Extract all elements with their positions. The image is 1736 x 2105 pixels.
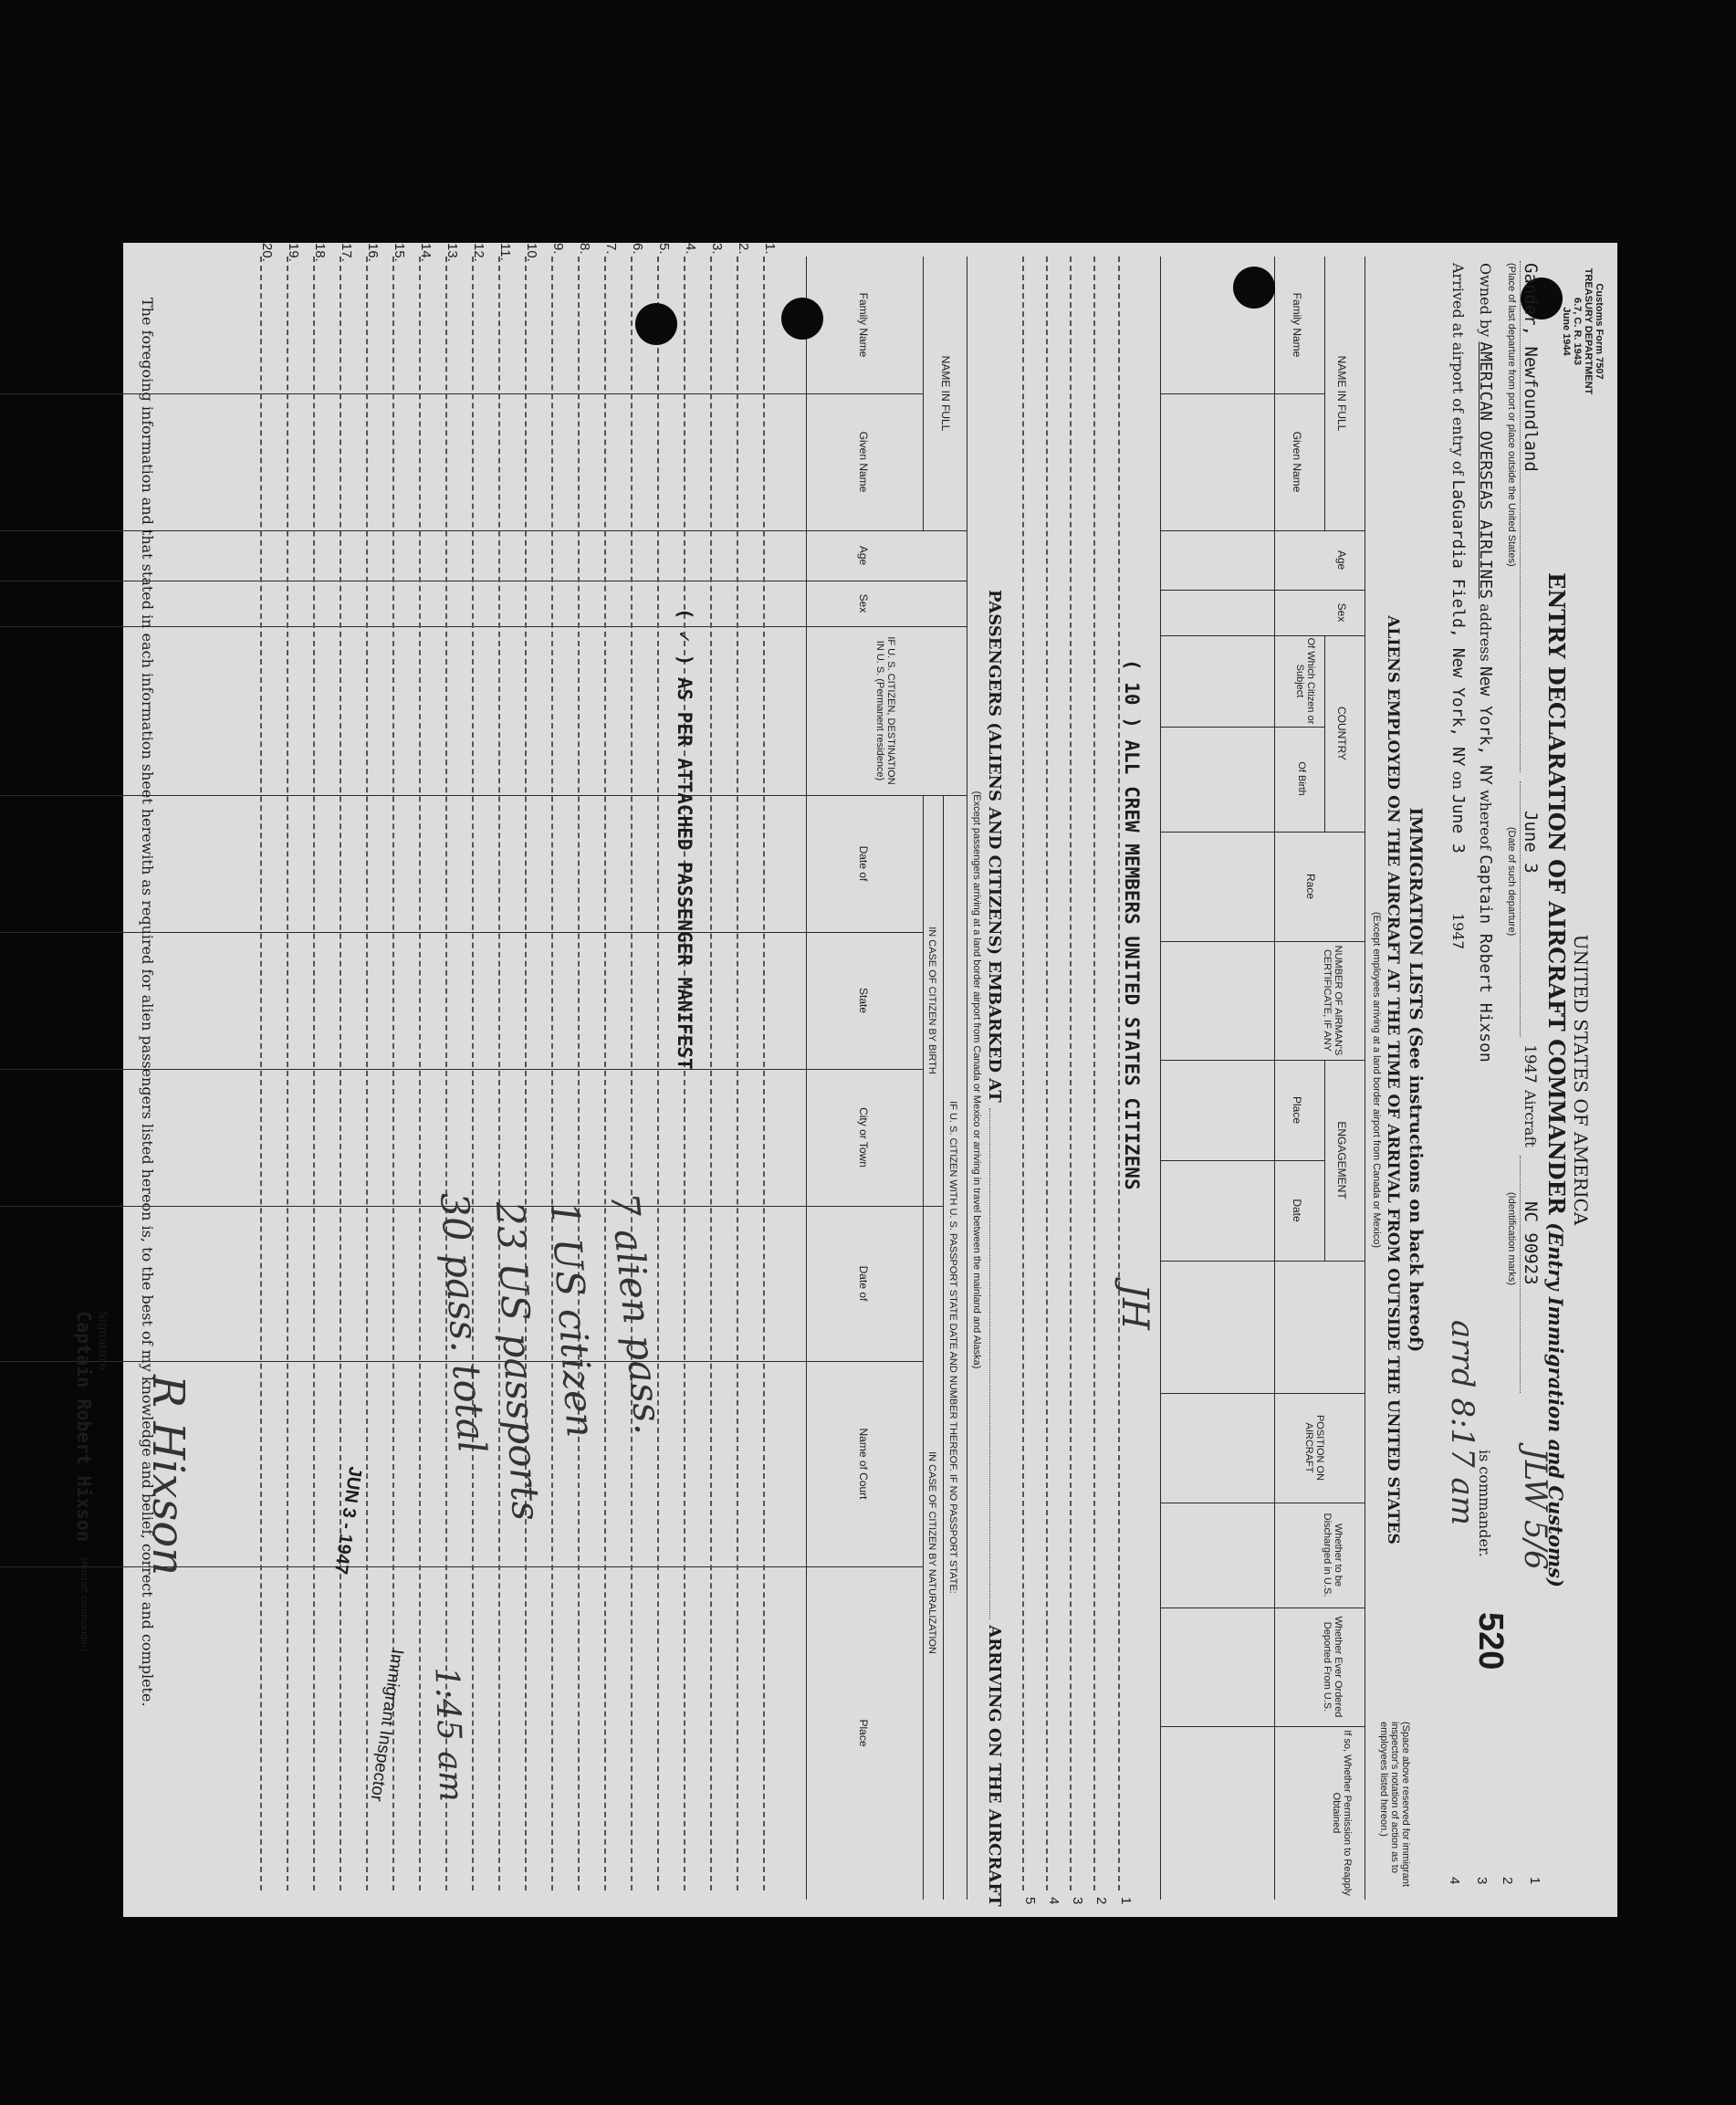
- passenger-row-number: 3.: [709, 243, 725, 255]
- arrival-line: [1448, 263, 1468, 949]
- signature-label: Signature: [96, 1311, 110, 1371]
- table-rule: [1274, 257, 1275, 1900]
- stamp-number: 520: [1471, 1612, 1510, 1670]
- handwritten-top-right: JLW 5/6: [1517, 1448, 1553, 1570]
- handwritten-signature: R Hixson: [142, 1375, 193, 1576]
- aircraft-id-line: [1520, 1156, 1521, 1393]
- address-label: address: [1477, 603, 1494, 662]
- passenger-row-number: 6.: [630, 243, 645, 255]
- pass-state: State: [857, 987, 870, 1014]
- year-prefix: 194: [1521, 1044, 1539, 1074]
- imm-row-number: 2: [1093, 1897, 1109, 1905]
- imm-readmit: If so, Whether Permission to Reapply Obtained: [1331, 1730, 1353, 1896]
- manifest-entry: ( ✓ ) AS PER ATTACHED PASSENGER MANIFEST: [674, 608, 695, 1070]
- passenger-row-rule: [445, 257, 447, 1890]
- form-id: Customs Form 7507: [1594, 283, 1605, 380]
- table-rule: [1160, 257, 1161, 1900]
- inspector-stamp-title: Immigrant Inspector: [366, 1648, 407, 1803]
- header-line-number: 4: [1447, 1877, 1462, 1885]
- passenger-row-rule: [472, 257, 474, 1890]
- pass-passport-heading: IF U. S. CITIZEN WITH U. S. PASSPORT STATE DATE AND NUMBER THEREOF. IF NO PASSPORT STATE:: [947, 1101, 958, 1594]
- table-rule: [923, 795, 924, 1900]
- passenger-row-number: 8.: [577, 243, 592, 255]
- immigration-subheading: ALIENS EMPLOYED ON THE AIRCRAFT AT THE TIME OF ARRIVAL FROM OUTSIDE THE UNITED STATES: [1384, 615, 1402, 1545]
- whereof-label: whereof: [1477, 789, 1494, 851]
- passenger-row-rule: [551, 257, 553, 1890]
- passengers-heading-right: ARRIVING ON THE AIRCRAFT: [985, 1625, 1004, 1907]
- passenger-row-rule: [525, 257, 527, 1890]
- departure-date: June 3: [1521, 811, 1541, 874]
- imm-family-name: Family Name: [1291, 292, 1303, 358]
- immigration-subheading-note: (Except employees arriving at a land border airport from Canada or Mexico): [1371, 911, 1382, 1249]
- passenger-row-rule: [604, 257, 606, 1890]
- passenger-row-rule: [684, 257, 685, 1890]
- certification: The foregoing information and that stated in each information sheet herewith as required for alien passengers listed hereon is, to the best of my knowledge and belief, correct and complete.: [139, 298, 156, 1707]
- passenger-row-number: 5.: [656, 243, 672, 255]
- pass-name-of-court: Name of Court: [857, 1428, 870, 1500]
- pass-by-naturalization: IN CASE OF CITIZEN BY NATURALIZATION: [926, 1451, 937, 1654]
- passenger-row-number: 17.: [339, 243, 354, 262]
- passengers-heading-left: PASSENGERS (ALIENS AND CITIZENS) EMBARKED AT: [985, 590, 1004, 1103]
- imm-position: POSITION ON AIRCRAFT: [1303, 1414, 1325, 1482]
- passenger-row-number: 15.: [392, 243, 407, 262]
- pass-family-name: Family Name: [857, 292, 870, 358]
- pass-city: City or Town: [857, 1107, 870, 1168]
- handwritten-note-1: 7 alien pass.: [601, 1190, 672, 1437]
- column-rule: [1161, 941, 1365, 942]
- regulation: 6.7, C. R. 1943: [1572, 298, 1583, 365]
- imm-row-number: 3: [1070, 1897, 1085, 1905]
- form-rotated: [73, 243, 1617, 1917]
- inspector-stamp-date: JUN 3 - 1947: [329, 1465, 366, 1576]
- table-rule: [806, 257, 807, 1900]
- commander-label: is commander.: [1476, 1450, 1493, 1557]
- passenger-row-number: 12.: [471, 243, 486, 262]
- pass-by-birth: IN CASE OF CITIZEN BY BIRTH: [926, 927, 937, 1074]
- year-suffix: 7: [1521, 1073, 1539, 1084]
- passenger-row-rule: [287, 257, 288, 1890]
- imm-place: Place: [1291, 1095, 1303, 1125]
- commander: Captain Robert Hixson: [1476, 854, 1495, 1063]
- passenger-row-number: 10.: [524, 243, 539, 262]
- edition: June 1944: [1561, 307, 1572, 356]
- passenger-row-number: 20.: [259, 243, 275, 262]
- arrival-year-suffix: 7: [1449, 940, 1467, 950]
- header-line-number: 3: [1474, 1877, 1490, 1885]
- arrival-year-prefix: 194: [1449, 913, 1467, 941]
- passenger-row-rule: [260, 257, 262, 1890]
- imm-row-rule: [1046, 257, 1048, 1890]
- departure-line: [1520, 261, 1521, 772]
- handwritten-note-4: 30 pass. total: [432, 1190, 495, 1455]
- pass-place: Place: [857, 1719, 870, 1747]
- imm-engagement: ENGAGEMENT: [1335, 1121, 1348, 1199]
- table-rule: [1324, 635, 1325, 832]
- imm-row-rule: [1093, 257, 1095, 1890]
- passenger-row-rule: [498, 257, 500, 1890]
- passenger-row-number: 1.: [762, 243, 778, 255]
- passenger-row-rule: [313, 257, 315, 1890]
- imm-name-in-full: NAME IN FULL: [1335, 355, 1348, 432]
- passenger-row-number: 9.: [550, 243, 566, 255]
- imm-airman-cert: NUMBER OF AIRMAN'S CERTIFICATE, IF ANY: [1322, 945, 1344, 1056]
- on-label: on: [1449, 770, 1467, 790]
- handwritten-note-2: 1 US citizen: [542, 1199, 603, 1440]
- imm-given-name: Given Name: [1291, 431, 1303, 493]
- form-sheet: [73, 243, 1617, 1917]
- reserved-note: (Space above reserved for immigrant inspector's notation of action as to employees listed hereon.): [1378, 1722, 1411, 1887]
- passengers-heading: [985, 590, 1004, 1907]
- punch-hole: [635, 303, 677, 345]
- imm-deported: Whether Ever Ordered Deported From U.S.: [1322, 1616, 1344, 1718]
- passenger-row-number: 2.: [736, 243, 751, 255]
- column-rule: [1161, 1261, 1365, 1262]
- arrival-year: [1449, 913, 1467, 949]
- departure-caption: (Place of last departure from port or place outside the United States): [1506, 263, 1517, 567]
- owner-line: [1476, 263, 1495, 1063]
- aircraft-id: NC 90923: [1521, 1201, 1541, 1285]
- pass-age: Age: [857, 545, 870, 566]
- imm-row-rule: [1022, 257, 1024, 1890]
- imm-row-number: 5: [1022, 1897, 1038, 1905]
- signature-name: Captain Robert Hixson: [73, 1311, 95, 1542]
- imm-sex: Sex: [1335, 602, 1348, 623]
- passengers-embarked-blank: [989, 1108, 990, 1619]
- imm-discharged: Whether to be Discharged in U.S.: [1322, 1513, 1344, 1597]
- country-heading: UNITED STATES OF AMERICA: [1570, 934, 1592, 1226]
- imm-row-rule: [1070, 257, 1072, 1890]
- imm-date: Date: [1291, 1199, 1303, 1222]
- passenger-row-number: 19.: [286, 243, 301, 262]
- owner: AMERICAN OVERSEAS AIRLINES: [1476, 341, 1495, 600]
- passenger-row-rule: [737, 257, 738, 1890]
- year-field: [1521, 1044, 1539, 1084]
- immigration-heading: IMMIGRATION LISTS (See instructions on back hereof): [1406, 807, 1426, 1353]
- arrived-label: Arrived at airport of entry of: [1449, 263, 1467, 476]
- handwritten-crew-initials: JH: [1114, 1283, 1156, 1330]
- handwritten-arrival-time: arrd 8:17 am: [1444, 1320, 1480, 1526]
- imm-row-number: 4: [1046, 1897, 1061, 1905]
- pass-date-of: Date of: [857, 845, 870, 882]
- pass-given-name: Given Name: [857, 431, 870, 493]
- form-title-main: ENTRY DECLARATION OF AIRCRAFT COMMANDER: [1543, 572, 1570, 1215]
- pass-name-in-full: NAME IN FULL: [939, 355, 952, 432]
- pass-sex: Sex: [857, 593, 870, 613]
- aircraft-id-caption: (Identification marks): [1506, 1192, 1517, 1286]
- imm-age: Age: [1335, 550, 1348, 571]
- column-rule: [1161, 727, 1325, 728]
- passenger-row-rule: [631, 257, 633, 1890]
- punch-hole: [781, 298, 823, 340]
- address: New York, NY: [1476, 665, 1495, 785]
- signature-caption: (Aircraft commander): [78, 1557, 89, 1652]
- passenger-row-number: 7.: [603, 243, 619, 255]
- table-rule: [943, 795, 944, 1900]
- passenger-row-rule: [710, 257, 712, 1890]
- passenger-row-number: 18.: [312, 243, 328, 262]
- passenger-row-rule: [763, 257, 765, 1890]
- imm-row-rule: [1118, 257, 1120, 1890]
- passenger-row-number: 14.: [418, 243, 434, 262]
- form-id-block: [1561, 254, 1605, 409]
- passenger-row-number: 11.: [497, 243, 513, 261]
- aircraft-label: Aircraft: [1522, 1090, 1539, 1147]
- departure-date-caption: (Date of such departure): [1506, 827, 1517, 937]
- passenger-row-number: 16.: [365, 243, 381, 262]
- column-rule: [1161, 832, 1365, 833]
- header-line-number: 1: [1527, 1877, 1543, 1885]
- departure-date-line: [1520, 781, 1521, 1037]
- departure-place: Gander, Newfoundland: [1521, 263, 1541, 472]
- passenger-row-number: 4.: [683, 243, 698, 255]
- passenger-row-rule: [340, 257, 341, 1890]
- crew-entry: ( 10 ) ALL CREW MEMBERS UNITED STATES CITIZENS: [1121, 659, 1143, 1190]
- passenger-row-rule: [392, 257, 394, 1890]
- arrival-date: June 3: [1448, 793, 1468, 854]
- table-rule: [1324, 1060, 1325, 1261]
- header-line-number: 2: [1500, 1877, 1515, 1885]
- imm-race: Race: [1304, 873, 1317, 899]
- punch-hole: [1233, 267, 1275, 309]
- column-rule: [1161, 1393, 1365, 1394]
- arrival-airport: LaGuardia Field, New York, NY: [1448, 479, 1468, 767]
- imm-row-number: 1: [1118, 1897, 1134, 1905]
- passenger-row-rule: [578, 257, 580, 1890]
- pass-date-of-2: Date of: [857, 1265, 870, 1302]
- imm-of-birth: Of Birth: [1296, 761, 1307, 796]
- imm-country: COUNTRY: [1335, 706, 1348, 761]
- passenger-row-rule: [419, 257, 421, 1890]
- passengers-heading-note: (Except passengers arriving at a land border airport from Canada or Mexico or arriving in travel between the mainland and Alaska): [971, 791, 982, 1369]
- passenger-row-rule: [657, 257, 659, 1890]
- imm-citizen-of: Of Which Citizen or Subject: [1294, 637, 1316, 725]
- passenger-row-number: 13.: [444, 243, 460, 262]
- column-rule: [1161, 1726, 1365, 1727]
- handwritten-note-5: 1:45 am: [427, 1666, 470, 1803]
- department: TREASURY DEPARTMENT: [1583, 267, 1594, 395]
- pass-destination: IF U. S. CITIZEN, DESTINATION IN U. S. (Permanent residence): [874, 636, 896, 785]
- form-title-suffix: (Entry Immigration and Customs): [1544, 1222, 1567, 1587]
- handwritten-note-3: 23 US passports: [486, 1199, 549, 1523]
- owned-by-label: Owned by: [1477, 263, 1494, 338]
- passenger-row-rule: [366, 257, 368, 1890]
